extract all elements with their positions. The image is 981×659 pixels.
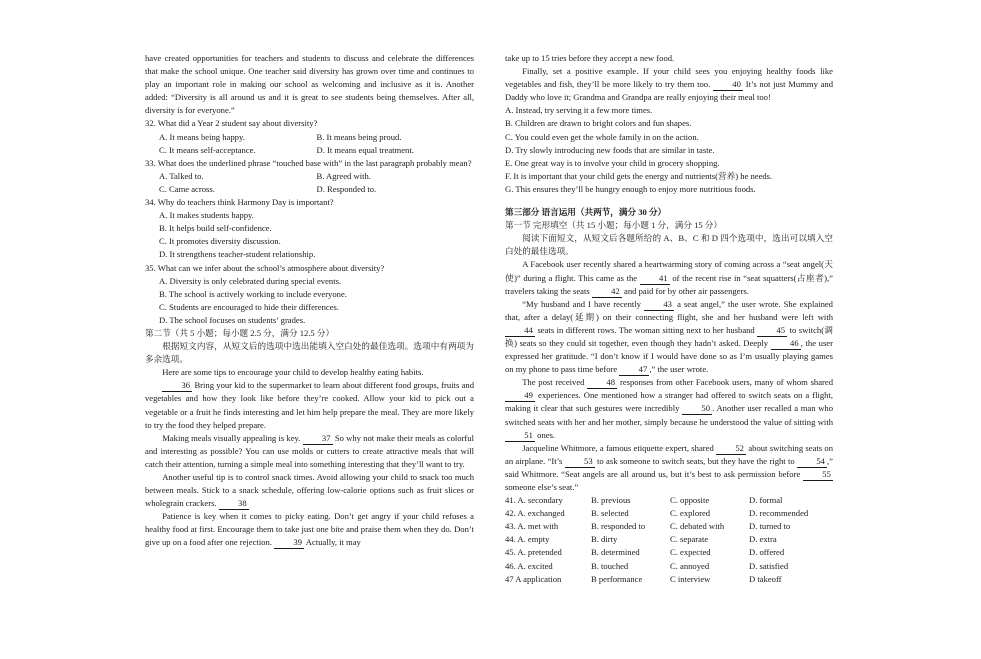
- choice-option-f: F. It is important that your child gets the energy and nutrients(营养) he needs.: [505, 170, 773, 181]
- option-c: C. separate: [670, 534, 709, 545]
- option-b: B. previous: [591, 495, 631, 506]
- blank-38: 38: [219, 498, 249, 510]
- choice-option-d: D. Try slowly introducing new foods that are similar in taste.: [505, 144, 715, 155]
- option-d: D. The school focuses on students’ grades.: [159, 314, 306, 325]
- option-b: B. touched: [591, 560, 629, 571]
- section-1-instructions: 阅读下面短文，从短文后各题所给的 A、B、C 和 D 四个选项中，选出可以填入空白处的最佳选项。: [505, 233, 833, 257]
- option-a: A. Diversity is only celebrated during special events.: [159, 275, 342, 286]
- passage-paragraph-40: [505, 65, 833, 104]
- paragraph-text: Finally, set a positive example. If your child sees you enjoying healthy foods like vegetables and fish, they’ll be more likely to try them too.: [505, 66, 833, 90]
- passage-paragraph-38: [145, 471, 474, 510]
- blank-45: 45: [757, 325, 787, 337]
- passage-paragraph-36: [145, 379, 474, 431]
- question-32-options: [145, 144, 474, 157]
- left-column: [145, 52, 474, 550]
- option-b: B. determined: [591, 547, 640, 558]
- option-c: C interview: [670, 573, 711, 584]
- paragraph-text: a seat angel,” the user wrote. She explained that, after a delay(延期) on their connecting flight, she and her husband were left with: [505, 298, 833, 322]
- choice-option-b: B. Children are drawn to bright colors and fun shapes.: [505, 118, 692, 129]
- paragraph-text: Another useful tip is to control snack times. Avoid allowing your child to snack too much between meals. Stick to a snack schedule, offering low-calorie options such as fruit slices or wholegrain crackers.: [145, 472, 474, 509]
- option-a: A. It means being happy.: [159, 131, 245, 142]
- option-d: D. formal: [749, 495, 783, 506]
- blank-46: 46: [771, 338, 801, 350]
- paragraph-text: about switching seats on an airplane. “It’s: [505, 442, 834, 466]
- option-d: D. recommended: [749, 508, 809, 519]
- option-b: B. The school is actively working to include everyone.: [159, 288, 347, 299]
- option-c: C. Students are encouraged to hide their differences.: [159, 301, 340, 312]
- option-b: B. responded to: [591, 521, 646, 532]
- paragraph-text: ,” said Whitmore. “Seat angels are all around us, but it’s best to ask permission before: [505, 455, 833, 479]
- question-35: 35. What can we infer about the school’s atmosphere about diversity?: [145, 262, 385, 273]
- paragraph-text: A Facebook user recently shared a heartwarming story of coming across a “seat angel(天使)” during a flight. This came as the: [505, 259, 833, 283]
- paragraph-text: The post received: [522, 377, 585, 388]
- cloze-paragraph-3: [505, 376, 833, 441]
- choice-option-a: A. Instead, try serving it a few more times.: [505, 105, 653, 116]
- cloze-option-row: [505, 573, 833, 586]
- option-c: C. It means self-acceptance.: [159, 144, 256, 155]
- blank-52: 52: [716, 443, 746, 455]
- option-d: D. offered: [749, 547, 785, 558]
- blank-47: 47: [619, 364, 649, 376]
- option-a: 47 A application: [505, 573, 562, 584]
- paragraph-text: Actually, it may: [305, 537, 361, 548]
- question-32-options: [145, 131, 474, 144]
- option-c: C. explored: [670, 508, 711, 519]
- option-c: C. expected: [670, 547, 711, 558]
- passage-paragraph: take up to 15 tries before they accept a new food.: [505, 53, 675, 63]
- paragraph-text: , the user expressed her gratitude. “I don’t know if I would have done so as I’m usually playing games on my phone to pass time before: [505, 337, 833, 375]
- passage-paragraph-39: [145, 510, 474, 549]
- option-a: 45. A. pretended: [505, 547, 562, 558]
- question-34: 34. Why do teachers think Harmony Day is important?: [145, 197, 334, 208]
- option-a: 44. A. empty: [505, 534, 550, 545]
- paragraph-text: So why not make their meals as colorful and interesting as possible? You can use molds or cutters to create attractive meals that will catch their attention, turning a simple meal into something interesting that they’ll want to try.: [145, 432, 474, 469]
- option-d: D. It means equal treatment.: [316, 144, 414, 155]
- option-b: B. It means being proud.: [316, 131, 402, 142]
- blank-36: 36: [162, 380, 192, 392]
- cloze-option-row: [505, 560, 833, 573]
- section-2-instructions: 根据短文内容，从短文后的选项中选出能填入空白处的最佳选项。选项中有两项为多余选项。: [145, 341, 474, 365]
- passage-paragraph-37: [145, 432, 474, 471]
- option-b: B. It helps build self-confidence.: [159, 223, 272, 234]
- blank-55: 55: [803, 469, 833, 481]
- paragraph-text: responses from other Facebook users, many of whom shared: [619, 377, 833, 388]
- question-33: 33. What does the underlined phrase “touched base with” in the last paragraph probably mean?: [145, 157, 472, 168]
- option-a: 43. A. met with: [505, 521, 559, 532]
- cloze-option-row: [505, 507, 833, 520]
- option-c: C. It promotes diversity discussion.: [159, 236, 281, 247]
- option-d: D. extra: [749, 534, 777, 545]
- option-b: B performance: [591, 573, 643, 584]
- option-a: 46. A. excited: [505, 560, 553, 571]
- passage-intro: Here are some tips to encourage your child to develop healthy eating habits.: [162, 367, 424, 378]
- paragraph-text: It’s not just Mummy and Daddy who love it; Grandma and Grandpa are really enjoying their meal too!: [505, 79, 833, 103]
- option-c: C. opposite: [670, 495, 710, 506]
- paragraph-text: seats in different rows. The woman sitting next to her husband: [537, 324, 755, 335]
- paragraph-text: Bring your kid to the supermarket to learn about different food groups, fruits and vegetables and how they look like before they’re cooked. Allow your kid to pick out a vegetable or a fruit he finds interesting and let him help prepare the meal. They are more likely to try the food they helped prepare.: [145, 380, 474, 430]
- blank-40: 40: [713, 79, 743, 91]
- question-33-options: [145, 170, 474, 183]
- choice-option-c: C. You could even get the whole family in on the action.: [505, 131, 699, 142]
- option-b: B. dirty: [591, 534, 618, 545]
- option-b: B. selected: [591, 508, 629, 519]
- blank-48: 48: [587, 377, 617, 389]
- paragraph-text: to switch(调换) seats so they could sit together, even though they hadn’t asked. Deeply: [505, 324, 833, 348]
- blank-53: 53: [565, 456, 595, 468]
- paragraph-text: Patience is key when it comes to picky eating. Don’t get angry if your child refuses a healthy food at first. Encourage them to take just one bite and praise them when they do. Don’t give up on a food after one rejection.: [145, 511, 474, 548]
- cloze-paragraph-2: [505, 298, 833, 377]
- option-c: C. Came across.: [159, 183, 215, 194]
- section-2-heading: 第二节（共 5 小题；每小题 2.5 分，满分 12.5 分）: [145, 327, 335, 338]
- paragraph-text: of the recent rise in “seat squatters(占座者),” travelers taking the seats: [505, 272, 834, 296]
- section-1-heading: 第一节 完形填空（共 15 小题；每小题 1 分，满分 15 分）: [505, 220, 722, 231]
- option-a: 42. A. exchanged: [505, 508, 565, 519]
- paragraph-text: and paid for by other air passengers.: [624, 285, 749, 296]
- passage-paragraph: have created opportunities for teachers and students to discuss and celebrate the differences that make the school unique. One teacher said diversity has grown over time and continues to play an important role in making our school as welcoming and inclusive as it is. Another added: “Diversity is all around us and it is great to see students being themselves. After all, diversity is for everyone.”: [145, 53, 474, 116]
- paragraph-text: experiences. One mentioned how a stranger had offered to switch seats on a flight, making it clear that such gestures were incredibly: [505, 390, 833, 414]
- cloze-option-row: [505, 494, 833, 507]
- paragraph-text: to ask someone to switch seats, but they have the right to: [597, 455, 795, 466]
- right-column: [505, 52, 833, 586]
- blank-50: 50: [682, 403, 712, 415]
- cloze-option-row: [505, 533, 833, 546]
- option-d: D. It strengthens teacher-student relationship.: [159, 249, 316, 260]
- paragraph-text: ,” the user wrote.: [649, 364, 709, 375]
- blank-49: 49: [505, 390, 535, 402]
- blank-54: 54: [797, 456, 827, 468]
- choice-option-g: G. This ensures they’ll be hungry enough to enjoy more nutritious foods.: [505, 183, 756, 194]
- option-a: A. Talked to.: [159, 170, 204, 181]
- paragraph-text: . Another user recalled a man who switched seats with her and her mother, simply because he understood the value of sitting with: [505, 403, 833, 427]
- option-b: B. Agreed with.: [316, 170, 371, 181]
- blank-42: 42: [592, 286, 622, 298]
- paragraph-text: someone else’s seat.”: [505, 482, 579, 492]
- blank-44: 44: [505, 325, 535, 337]
- question-32: 32. What did a Year 2 student say about diversity?: [145, 118, 318, 129]
- option-d: D. satisfied: [749, 560, 789, 571]
- option-d: D. turned to: [749, 521, 791, 532]
- question-33-options: [145, 183, 474, 196]
- blank-43: 43: [644, 299, 674, 311]
- part-3-title: 第三部分 语言运用（共两节，满分 30 分）: [505, 207, 667, 218]
- cloze-options-table: [505, 494, 833, 586]
- cloze-option-row: [505, 520, 833, 533]
- cloze-option-row: [505, 546, 833, 559]
- option-a: 41. A. secondary: [505, 495, 563, 506]
- option-d: D. Responded to.: [316, 183, 377, 194]
- option-c: C. debated with: [670, 521, 725, 532]
- blank-51: 51: [505, 430, 535, 442]
- paragraph-text: Jacqueline Whitmore, a famous etiquette expert, shared: [522, 442, 714, 453]
- paragraph-text: “My husband and I have recently: [522, 298, 641, 309]
- option-d: D takeoff: [749, 573, 782, 584]
- cloze-paragraph-4: [505, 442, 833, 494]
- cloze-paragraph-1: [505, 258, 833, 297]
- paragraph-text: Making meals visually appealing is key.: [162, 432, 301, 443]
- choice-option-e: E. One great way is to involve your child in grocery shopping.: [505, 157, 720, 168]
- blank-39: 39: [274, 537, 304, 549]
- option-a: A. It makes students happy.: [159, 210, 254, 221]
- paragraph-text: ones.: [537, 429, 556, 440]
- option-c: C. annoyed: [670, 560, 710, 571]
- blank-37: 37: [303, 433, 333, 445]
- blank-41: 41: [640, 273, 670, 285]
